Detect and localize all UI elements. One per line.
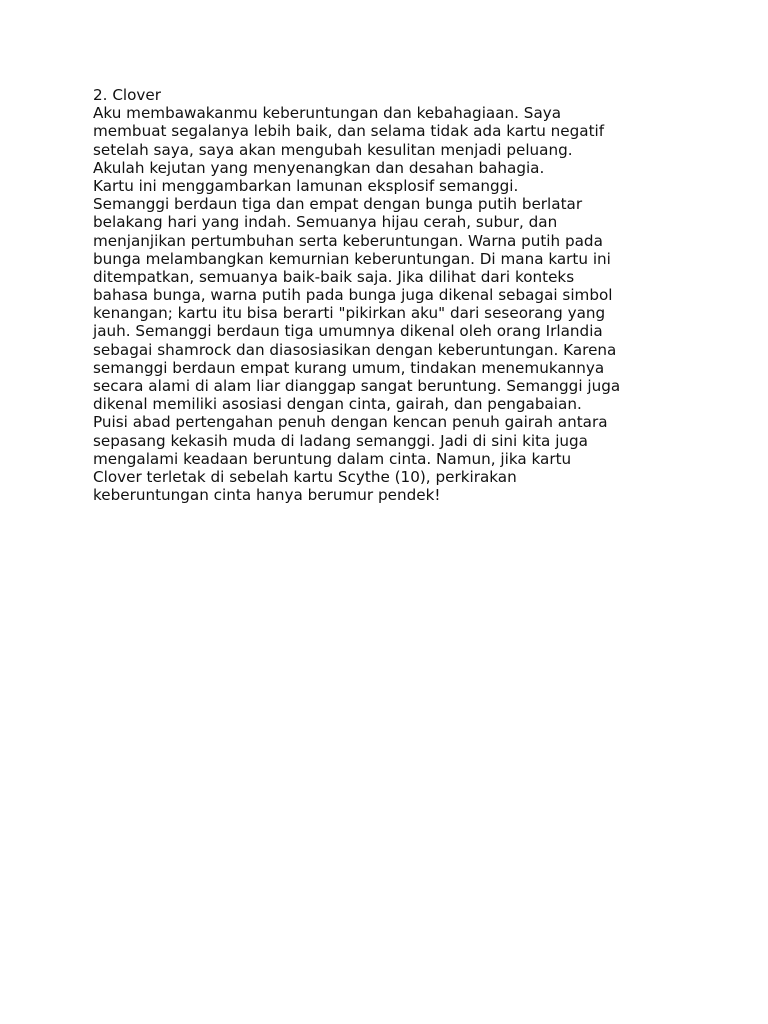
text-line: Semanggi berdaun tiga dan empat dengan bunga putih berlatar — [93, 195, 583, 214]
text-line: Clover terletak di sebelah kartu Scythe (10), perkirakan — [93, 467, 517, 486]
text-line: semanggi berdaun empat kurang umum, tindakan menemukannya — [93, 358, 605, 377]
card-heading: 2. Clover — [93, 86, 162, 104]
text-line: belakang hari yang indah. Semuanya hijau cerah, subur, dan — [93, 213, 558, 232]
text-line: sebagai shamrock dan diasosiasikan dengan keberuntungan. Karena — [93, 340, 617, 359]
text-line: jauh. Semanggi berdaun tiga umumnya dikenal oleh orang Irlandia — [93, 322, 603, 341]
text-line: menjanjikan pertumbuhan serta keberuntungan. Warna putih pada — [93, 231, 603, 250]
text-line: secara alami di alam liar dianggap sangat beruntung. Semanggi juga — [93, 377, 621, 395]
text-line: bunga melambangkan kemurnian keberuntungan. Di mana kartu ini — [93, 249, 611, 268]
text-line: sepasang kekasih muda di ladang semanggi. Jadi di sini kita juga — [93, 431, 588, 450]
text-line: Puisi abad pertengahan penuh dengan kencan penuh gairah antara — [93, 413, 608, 432]
text-line: ditempatkan, semuanya baik-baik saja. Jika dilihat dari konteks — [93, 267, 575, 286]
text-line: membuat segalanya lebih baik, dan selama tidak ada kartu negatif — [93, 122, 605, 141]
document-text — [93, 86, 693, 504]
text-line: mengalami keadaan beruntung dalam cinta. Namun, jika kartu — [93, 449, 572, 468]
text-line: Akulah kejutan yang menyenangkan dan desahan bahagia. — [93, 158, 545, 177]
text-line: dikenal memiliki asosiasi dengan cinta, gairah, dan pengabaian. — [93, 395, 582, 414]
text-line: Kartu ini menggambarkan lamunan eksplosif semanggi. — [93, 176, 519, 195]
text-line: keberuntungan cinta hanya berumur pendek! — [93, 486, 441, 505]
text-line: kenangan; kartu itu bisa berarti "pikirkan aku" dari seseorang yang — [93, 304, 606, 323]
text-line: bahasa bunga, warna putih pada bunga juga dikenal sebagai simbol — [93, 286, 613, 305]
text-line: setelah saya, saya akan mengubah kesulitan menjadi peluang. — [93, 140, 573, 159]
text-line: Aku membawakanmu keberuntungan dan kebahagiaan. Saya — [93, 104, 562, 123]
